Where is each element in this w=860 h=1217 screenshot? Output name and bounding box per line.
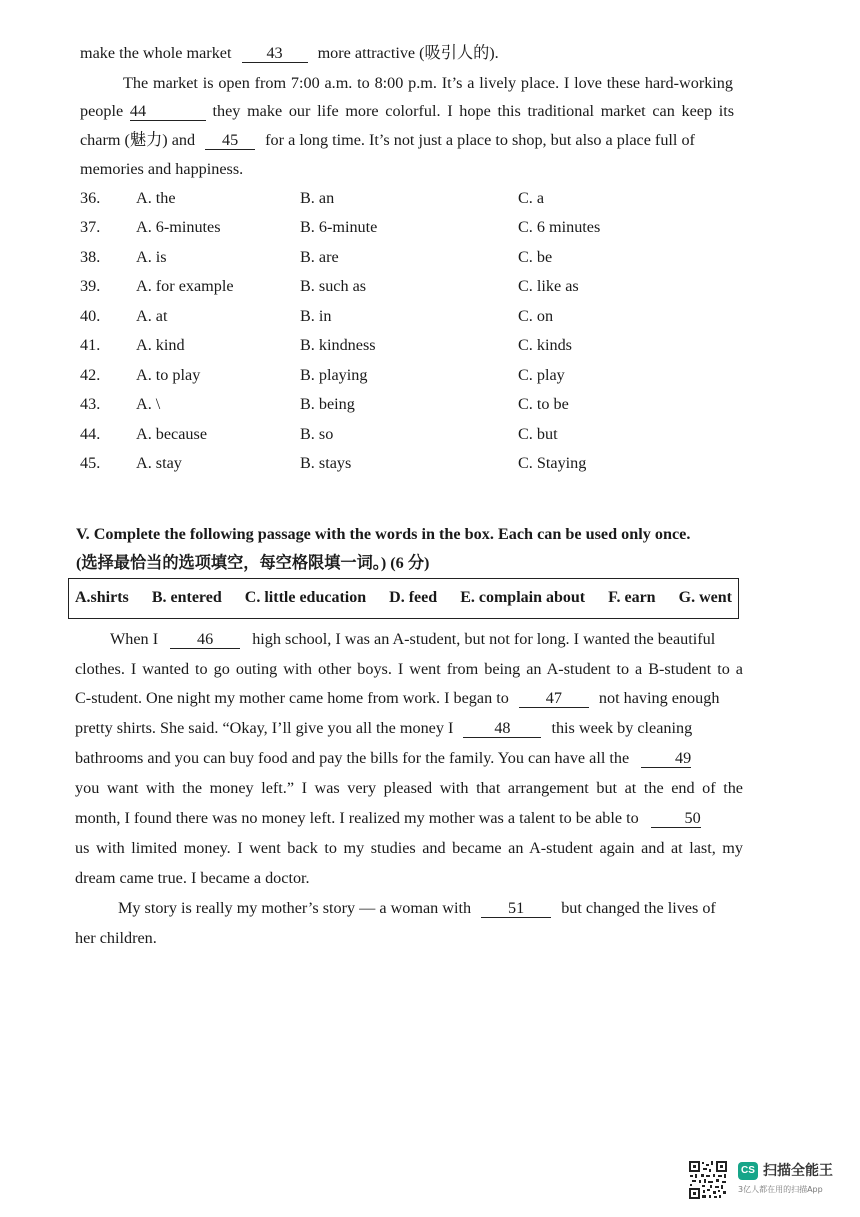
question-number: 37. [80, 218, 101, 236]
passage2-line6: you want with the money left.” I was very pleased with that arrangement but at the end of the [75, 779, 743, 797]
blank-47: 47 [519, 690, 589, 708]
section-instruction: (选择最恰当的选项填空，每空格限填一词。) (6 分) [76, 554, 430, 572]
question-number: 43. [80, 395, 101, 413]
camscanner-logo-icon: CS [738, 1162, 758, 1180]
option-c: C. be [518, 248, 553, 266]
qr-code-icon [688, 1160, 728, 1200]
passage2-line10 [118, 898, 748, 918]
text: more attractive (吸引人的). [317, 44, 499, 62]
option-b: B. in [300, 307, 332, 325]
question-37 [80, 217, 780, 237]
question-number: 44. [80, 425, 101, 443]
text: not having enough [598, 689, 720, 707]
option-c: C. like as [518, 277, 579, 295]
option-c: C. on [518, 307, 554, 325]
option-a: A. at [136, 307, 168, 325]
section-title: V. Complete the following passage with the words in the box. Each can be used only once. [76, 525, 691, 543]
option-a: A. because [136, 425, 208, 443]
blank-50: 50 [651, 810, 701, 828]
option-b: B. an [300, 189, 335, 207]
option-b: B. so [300, 425, 334, 443]
word-option: E. complain about [460, 589, 586, 606]
option-b: B. playing [300, 366, 368, 384]
option-b: B. being [300, 395, 355, 413]
question-number: 41. [80, 336, 101, 354]
word-option: G. went [678, 589, 732, 606]
text: pretty shirts. She said. “Okay, I’ll give you all the money I [75, 719, 454, 737]
passage2-line4 [75, 718, 743, 738]
passage2-line1 [110, 629, 742, 649]
text: month, I found there was no money left. I realized my mother was a talent to be able to [75, 809, 639, 827]
text: they make our life more colorful. I hope this traditional market can keep its [212, 102, 735, 120]
passage1-line3 [80, 101, 734, 121]
word-option: F. earn [608, 589, 656, 606]
word-option: C. little education [244, 589, 367, 606]
option-a: A. stay [136, 454, 182, 472]
option-a: A. kind [136, 336, 185, 354]
passage2-line9: dream came true. I became a doctor. [75, 869, 310, 887]
text: When I [110, 630, 159, 648]
text: this week by cleaning [551, 719, 693, 737]
blank-48: 48 [463, 720, 541, 738]
passage2-line8: us with limited money. I went back to my studies and became an A-student again and at last, my [75, 839, 743, 857]
text: for a long time. It’s not just a place to shop, but also a place full of [265, 131, 695, 149]
blank-49: 49 [641, 750, 691, 768]
word-box [68, 578, 739, 619]
app-name: 扫描全能王 [763, 1163, 833, 1179]
option-a: A. the [136, 189, 176, 207]
word-option: A.shirts [75, 589, 129, 606]
text: make the whole market [80, 44, 232, 62]
blank-46: 46 [170, 631, 240, 649]
question-42 [80, 365, 780, 385]
question-number: 38. [80, 248, 101, 266]
passage1-line1 [80, 43, 746, 63]
option-a: A. is [136, 248, 167, 266]
blank-45: 45 [205, 132, 255, 150]
blank-43: 43 [242, 45, 308, 63]
text: C-student. One night my mother came home from work. I began to [75, 689, 509, 707]
option-a: A. to play [136, 366, 201, 384]
question-44 [80, 424, 780, 444]
passage2-line7 [75, 808, 747, 828]
passage2-line2: clothes. I wanted to go outing with other boys. I went from being an A-student to a B-student to a [75, 660, 743, 678]
question-number: 40. [80, 307, 101, 325]
scanner-watermark [688, 1160, 848, 1204]
text: high school, I was an A-student, but not for long. I wanted the beautiful [252, 630, 716, 648]
option-b: B. stays [300, 454, 352, 472]
text: My story is really my mother’s story — a woman with [118, 899, 472, 917]
option-c: C. play [518, 366, 565, 384]
passage1-line2: The market is open from 7:00 a.m. to 8:00 p.m. It’s a lively place. I love these hard-working [123, 74, 733, 92]
question-38 [80, 247, 780, 267]
passage1-line4 [80, 130, 734, 150]
text: but changed the lives of [561, 899, 716, 917]
question-39 [80, 276, 780, 296]
passage1-line5: memories and happiness. [80, 160, 244, 178]
passage2-line3 [75, 688, 743, 708]
text: bathrooms and you can buy food and pay the bills for the family. You can have all the [75, 749, 630, 767]
question-40 [80, 306, 780, 326]
option-a: A. 6-minutes [136, 218, 221, 236]
text: people [80, 102, 124, 120]
option-b: B. are [300, 248, 339, 266]
passage2-line5 [75, 748, 747, 768]
question-43 [80, 394, 780, 414]
blank-44: 44 [130, 103, 206, 121]
option-c: C. kinds [518, 336, 572, 354]
text: charm (魅力) and [80, 131, 196, 149]
app-tagline: 3亿人都在用的扫描App [738, 1185, 823, 1194]
passage2-line11: her children. [75, 929, 157, 947]
option-b: B. such as [300, 277, 367, 295]
word-option: D. feed [389, 589, 438, 606]
question-number: 42. [80, 366, 101, 384]
blank-51: 51 [481, 900, 551, 918]
question-number: 45. [80, 454, 101, 472]
option-a: A. for example [136, 277, 234, 295]
option-b: B. kindness [300, 336, 376, 354]
option-c: C. a [518, 189, 545, 207]
question-45 [80, 453, 780, 473]
option-c: C. but [518, 425, 558, 443]
question-number: 39. [80, 277, 101, 295]
option-c: C. to be [518, 395, 569, 413]
option-b: B. 6-minute [300, 218, 378, 236]
option-c: C. 6 minutes [518, 218, 601, 236]
word-option: B. entered [151, 589, 222, 606]
question-41 [80, 335, 780, 355]
option-a: A. \ [136, 395, 161, 413]
question-36 [80, 188, 780, 208]
question-number: 36. [80, 189, 101, 207]
option-c: C. Staying [518, 454, 587, 472]
